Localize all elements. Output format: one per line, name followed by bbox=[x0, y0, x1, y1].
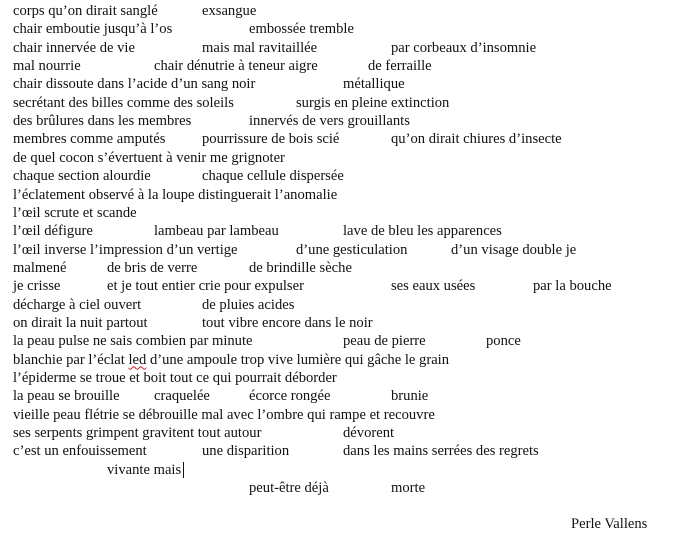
poem-phrase: exsangue bbox=[202, 3, 257, 19]
poem-line bbox=[0, 39, 680, 57]
poem-phrase: peau de pierre bbox=[343, 333, 426, 350]
poem-phrase: surgis en pleine extinction bbox=[296, 94, 450, 111]
poem-line bbox=[0, 332, 680, 350]
poem-phrase: ses eaux usées bbox=[391, 278, 476, 295]
poem-phrase: dans les mains serrées des regrets bbox=[343, 443, 539, 460]
poem-phrase: décharge à ciel ouvert bbox=[13, 296, 142, 313]
poem-phrase: peut-être déjà bbox=[249, 480, 329, 497]
poem-phrase: tout vibre encore dans le noir bbox=[202, 314, 373, 331]
poem-line bbox=[0, 424, 680, 442]
poem-phrase: d’une gesticulation bbox=[296, 241, 408, 258]
poem-phrase: la peau pulse ne sais combien par minute bbox=[13, 333, 253, 350]
poem-phrase: mal nourrie bbox=[13, 58, 81, 75]
poem-phrase: chaque section alourdie bbox=[13, 168, 151, 185]
poem-phrase: chair emboutie jusqu’à l’os bbox=[13, 21, 173, 38]
poem-phrase: mais mal ravitaillée bbox=[202, 39, 318, 56]
poem-phrase: lave de bleu les apparences bbox=[343, 223, 502, 240]
poem-phrase: l’œil défigure bbox=[13, 223, 93, 240]
poem-phrase: on dirait la nuit partout bbox=[13, 314, 148, 331]
text-cursor bbox=[183, 462, 184, 478]
poem-phrase: de pluies acides bbox=[202, 296, 295, 313]
poem-phrase: brunie bbox=[391, 388, 429, 405]
poem-phrase: embossée tremble bbox=[249, 21, 354, 38]
poem-phrase: chair dissoute dans l’acide d’un sang noir bbox=[13, 76, 256, 93]
poem-phrase: ponce bbox=[486, 333, 521, 350]
poem-line bbox=[0, 259, 680, 277]
poem-phrase: secrétant des billes comme des soleils bbox=[13, 94, 234, 111]
poem-phrase: lambeau par lambeau bbox=[154, 223, 279, 240]
poem-phrase: de ferraille bbox=[368, 58, 432, 75]
poem-phrase: craquelée bbox=[154, 388, 210, 405]
poem-phrase: chaque cellule dispersée bbox=[202, 168, 344, 185]
poem-phrase: l’éclatement observé à la loupe distinguerait l’anomalie bbox=[13, 186, 338, 203]
poem-line bbox=[0, 387, 680, 405]
poem-line bbox=[0, 204, 680, 222]
poem-phrase: métallique bbox=[343, 76, 405, 93]
poem-phrase: des brûlures dans les membres bbox=[13, 113, 192, 130]
poem-phrase: chair innervée de vie bbox=[13, 39, 135, 56]
poem-phrase: l’œil inverse l’impression d’un vertige bbox=[13, 241, 238, 258]
poem-line bbox=[0, 186, 680, 204]
poem-phrase: malmené bbox=[13, 259, 67, 276]
poem-phrase: morte bbox=[391, 480, 426, 497]
poem-phrase: corps qu’on dirait sanglé bbox=[13, 3, 158, 19]
poem-phrase: et je tout entier crie pour expulser bbox=[107, 278, 304, 295]
poem-phrase: innervés de vers grouillants bbox=[249, 113, 410, 130]
poem-line bbox=[0, 351, 680, 369]
poem-phrase: de bris de verre bbox=[107, 259, 198, 276]
poem-phrase: une disparition bbox=[202, 443, 290, 460]
poem-phrase: dévorent bbox=[343, 425, 395, 442]
poem-phrase: l’épiderme se troue et boit tout ce qui pourrait déborder bbox=[13, 370, 337, 386]
poem-line bbox=[0, 369, 680, 387]
poem-phrase: chair dénutrie à teneur aigre bbox=[154, 58, 318, 75]
poem-phrase: d’un visage double je bbox=[451, 241, 577, 258]
poem-line bbox=[0, 241, 680, 259]
poem-line bbox=[0, 75, 680, 93]
poem-line bbox=[0, 277, 680, 295]
poem-phrase: par corbeaux d’insomnie bbox=[391, 39, 537, 56]
spellcheck-flagged-word: led bbox=[128, 351, 147, 368]
poem-phrase: c’est un enfouissement bbox=[13, 443, 147, 460]
poem-phrase: par la bouche bbox=[533, 278, 612, 295]
poem-phrase: la peau se brouille bbox=[13, 388, 120, 405]
poem-line bbox=[0, 442, 680, 460]
author-signature: Perle Vallens bbox=[571, 516, 648, 532]
poem-line bbox=[0, 2, 680, 20]
poem-line bbox=[0, 20, 680, 38]
poem-phrase: pourrissure de bois scié bbox=[202, 131, 340, 148]
poem-line bbox=[0, 461, 680, 479]
poem-phrase: ses serpents grimpent gravitent tout autour bbox=[13, 425, 262, 442]
poem-line bbox=[0, 406, 680, 424]
poem-phrase: membres comme amputés bbox=[13, 131, 166, 148]
poem-line bbox=[0, 314, 680, 332]
poem-line bbox=[0, 57, 680, 75]
poem-line bbox=[0, 167, 680, 185]
poem-phrase: vieille peau flétrie se débrouille mal avec l’ombre qui rampe et recouvre bbox=[13, 406, 435, 423]
poem-line bbox=[0, 149, 680, 167]
poem-line bbox=[0, 130, 680, 148]
poem-line bbox=[0, 222, 680, 240]
poem-phrase: de quel cocon s’évertuent à venir me grignoter bbox=[13, 149, 285, 166]
poem-line bbox=[0, 94, 680, 112]
poem-line bbox=[0, 296, 680, 314]
poem-phrase: écorce rongée bbox=[249, 388, 331, 405]
poem-phrase: je crisse bbox=[13, 278, 61, 295]
poem-phrase: blanchie par l’éclat led d’une ampoule trop vive lumière qui gâche le grain bbox=[13, 351, 450, 368]
poem-phrase: l’œil scrute et scande bbox=[13, 204, 137, 221]
poem-phrase: vivante mais bbox=[107, 461, 182, 478]
poem-phrase: de brindille sèche bbox=[249, 259, 352, 276]
poem-phrase: qu’on dirait chiures d’insecte bbox=[391, 131, 562, 148]
poem-line bbox=[0, 479, 680, 497]
poem-line bbox=[0, 112, 680, 130]
